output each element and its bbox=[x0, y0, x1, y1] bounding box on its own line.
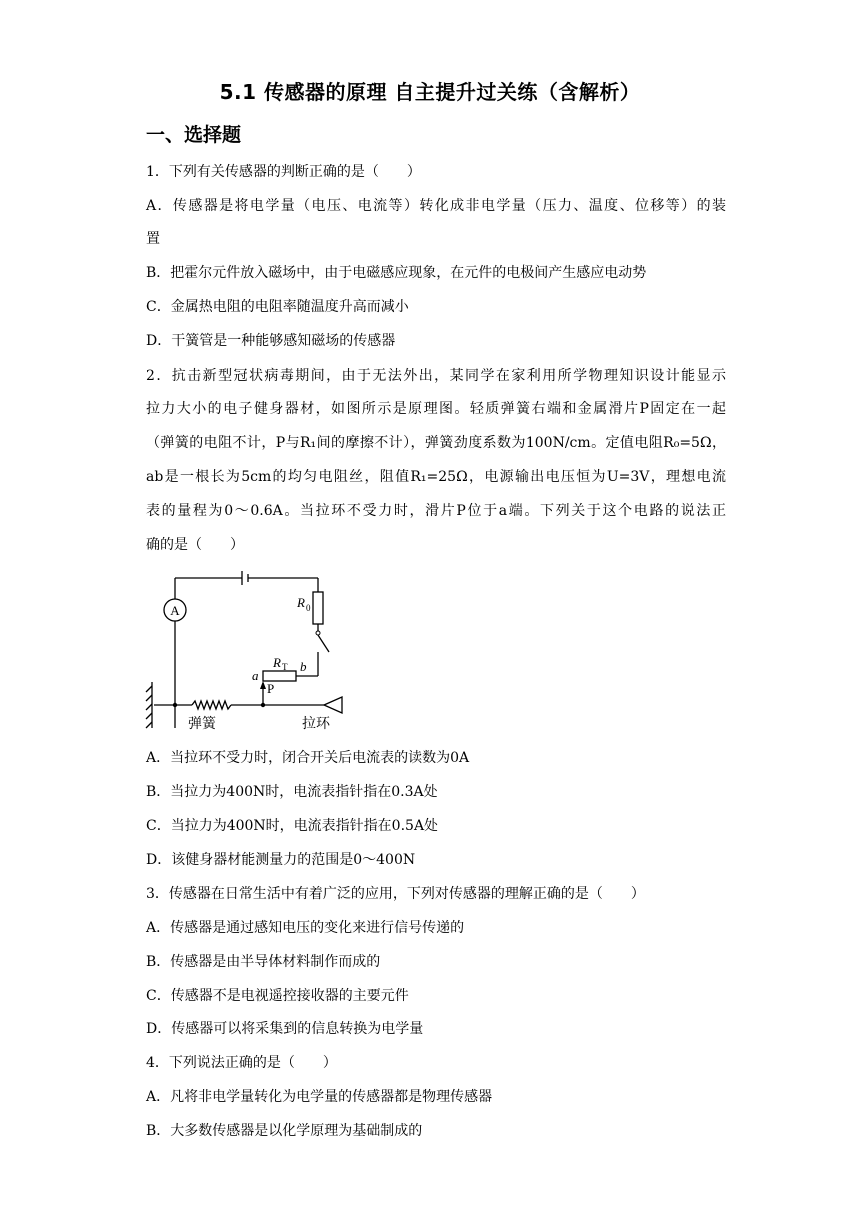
q2-option-b: B．当拉力为400N时，电流表指针指在0.3A处 bbox=[146, 784, 438, 800]
q2-option-c: C．当拉力为400N时，电流表指针指在0.5A处 bbox=[146, 818, 439, 834]
q2-stem-line1: 2．抗击新型冠状病毒期间，由于无法外出，某同学在家利用所学物理知识设计能显示 bbox=[146, 368, 726, 384]
r0-label: R bbox=[297, 595, 305, 610]
q3-option-a: A．传感器是通过感知电压的变化来进行信号传递的 bbox=[146, 920, 465, 936]
pull-ring-label: 拉环 bbox=[302, 717, 330, 732]
rt-label: R bbox=[273, 655, 281, 670]
q1-option-a-cont: 置 bbox=[146, 231, 160, 247]
q2-stem-line4: ab是一根长为5cm的均匀电阻丝，阻值R₁=25Ω，电源输出电压恒为U=3V，理想电流 bbox=[146, 469, 726, 485]
q2-option-a: A．当拉环不受力时，闭合开关后电流表的读数为0A bbox=[146, 750, 470, 766]
q3-stem: 3．传感器在日常生活中有着广泛的应用，下列对传感器的理解正确的是（ ） bbox=[146, 886, 645, 902]
q2-stem-line3: （弹簧的电阻不计，P与R₁间的摩擦不计），弹簧劲度系数为100N/cm。定值电阻R₀=5Ω， bbox=[146, 435, 726, 451]
spring-label: 弹簧 bbox=[188, 717, 216, 732]
document-title: 5.1 传感器的原理 自主提升过关练（含解析） bbox=[219, 80, 641, 104]
circuit-diagram bbox=[144, 568, 364, 738]
section-heading: 一、选择题 bbox=[146, 124, 242, 146]
q1-option-b: B．把霍尔元件放入磁场中，由于电磁感应现象，在元件的电极间产生感应电动势 bbox=[146, 265, 647, 281]
q2-stem-line2: 拉力大小的电子健身器材，如图所示是原理图。轻质弹簧右端和金属滑片P固定在一起 bbox=[146, 401, 726, 417]
q1-option-d: D．干簧管是一种能够感知磁场的传感器 bbox=[146, 333, 396, 349]
q4-option-b: B．大多数传感器是以化学原理为基础制成的 bbox=[146, 1123, 423, 1139]
q2-option-d: D．该健身器材能测量力的范围是0～400N bbox=[146, 852, 416, 868]
q1-option-c: C．金属热电阻的电阻率随温度升高而减小 bbox=[146, 299, 409, 315]
rt-subscript: T bbox=[282, 662, 288, 672]
q4-stem: 4．下列说法正确的是（ ） bbox=[146, 1055, 337, 1071]
q2-stem-line6: 确的是（ ） bbox=[146, 537, 244, 553]
r0-subscript: 0 bbox=[306, 603, 311, 613]
q1-option-a: A．传感器是将电学量（电压、电流等）转化成非电学量（压力、温度、位移等）的装 bbox=[146, 198, 726, 214]
terminal-b-label: b bbox=[300, 659, 307, 674]
q1-stem: 1．下列有关传感器的判断正确的是（ ） bbox=[146, 164, 421, 180]
q2-stem-line5: 表的量程为0～0.6A。当拉环不受力时，滑片P位于a端。下列关于这个电路的说法正 bbox=[146, 503, 726, 519]
slider-p-label: P bbox=[267, 681, 275, 696]
q3-option-c: C．传感器不是电视遥控接收器的主要元件 bbox=[146, 988, 409, 1004]
q3-option-b: B．传感器是由半导体材料制作而成的 bbox=[146, 954, 381, 970]
ammeter-label: A bbox=[170, 603, 180, 618]
terminal-a-label: a bbox=[252, 668, 259, 683]
q3-option-d: D．传感器可以将采集到的信息转换为电学量 bbox=[146, 1021, 424, 1037]
q4-option-a: A．凡将非电学量转化为电学量的传感器都是物理传感器 bbox=[146, 1089, 493, 1105]
